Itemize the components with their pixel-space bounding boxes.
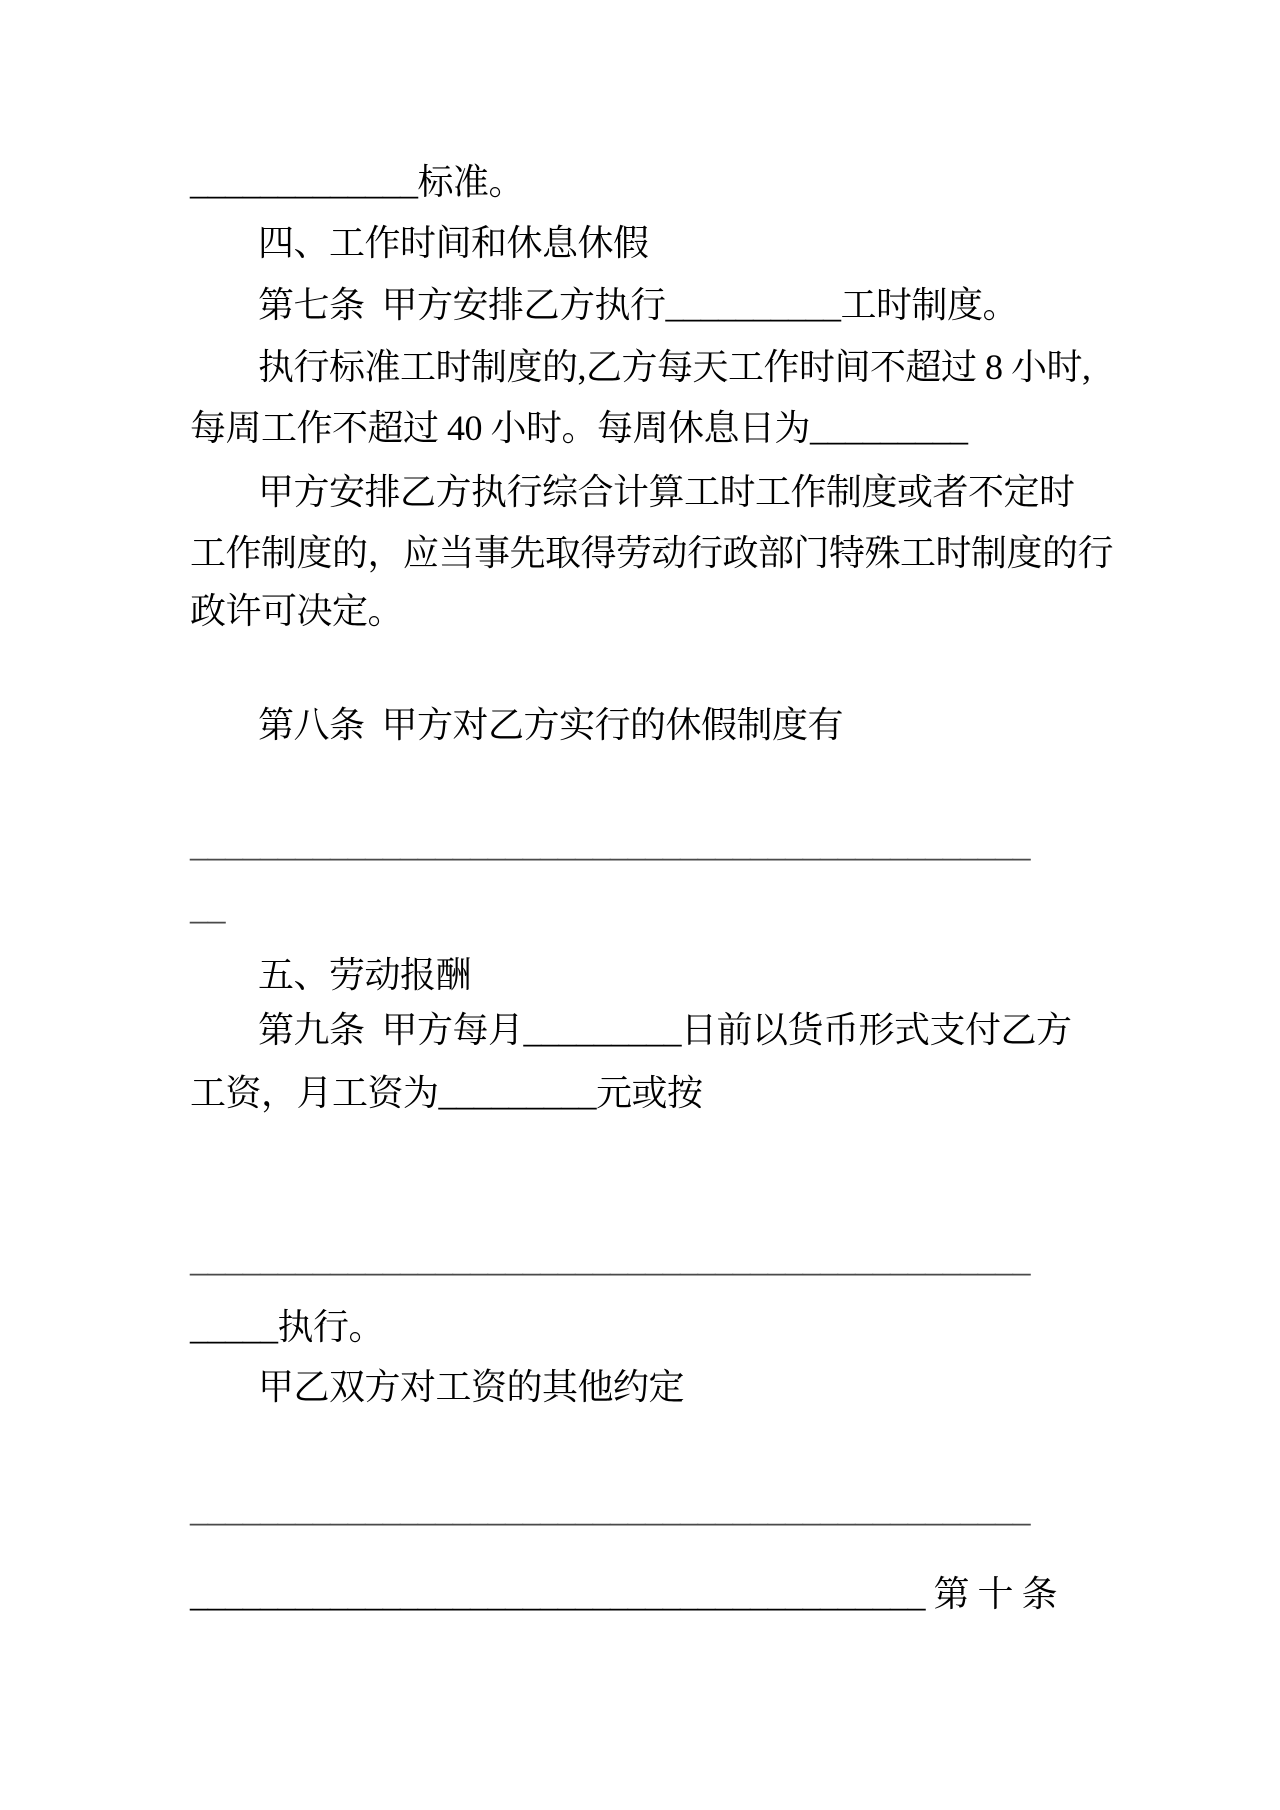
doc-line-standard-blank: _____________标准。 <box>190 162 525 202</box>
doc-line-article-10: __________________________________________ 第 十 条 <box>190 1574 1057 1614</box>
doc-line-special-hours-2: 工作制度的，应当事先取得劳动行政部门特殊工时制度的行 <box>190 533 1114 573</box>
doc-line-article-8: 第八条 甲方对乙方实行的休假制度有 <box>258 705 844 745</box>
doc-line-other-wage-terms: 甲乙双方对工资的其他约定 <box>258 1367 685 1407</box>
doc-blank-rule-1: ________________________________________________ <box>190 824 1030 864</box>
doc-heading-section-5: 五、劳动报酬 <box>258 955 472 995</box>
doc-line-special-hours-1: 甲方安排乙方执行综合计算工时工作制度或者不定时 <box>258 472 1075 512</box>
doc-line-article-9-1: 第九条 甲方每月_________日前以货币形式支付乙方 <box>258 1010 1072 1050</box>
doc-line-standard-hours-1: 执行标准工时制度的,乙方每天工作时间不超过 8 小时, <box>258 347 1091 387</box>
doc-line-standard-hours-2: 每周工作不超过 40 小时。每周休息日为_________ <box>190 408 968 448</box>
doc-heading-section-4: 四、工作时间和休息休假 <box>258 223 649 263</box>
doc-blank-rule-3: ________________________________________________ <box>190 1489 1030 1529</box>
doc-line-execute: _____执行。 <box>190 1307 385 1347</box>
doc-blank-rule-2: ________________________________________________ <box>190 1239 1030 1279</box>
doc-line-article-7: 第七条 甲方安排乙方执行__________工时制度。 <box>258 285 1019 325</box>
doc-blank-rule-1-tail: __ <box>190 887 225 927</box>
doc-line-special-hours-3: 政许可决定。 <box>190 591 404 631</box>
doc-line-article-9-2: 工资，月工资为_________元或按 <box>190 1073 703 1113</box>
